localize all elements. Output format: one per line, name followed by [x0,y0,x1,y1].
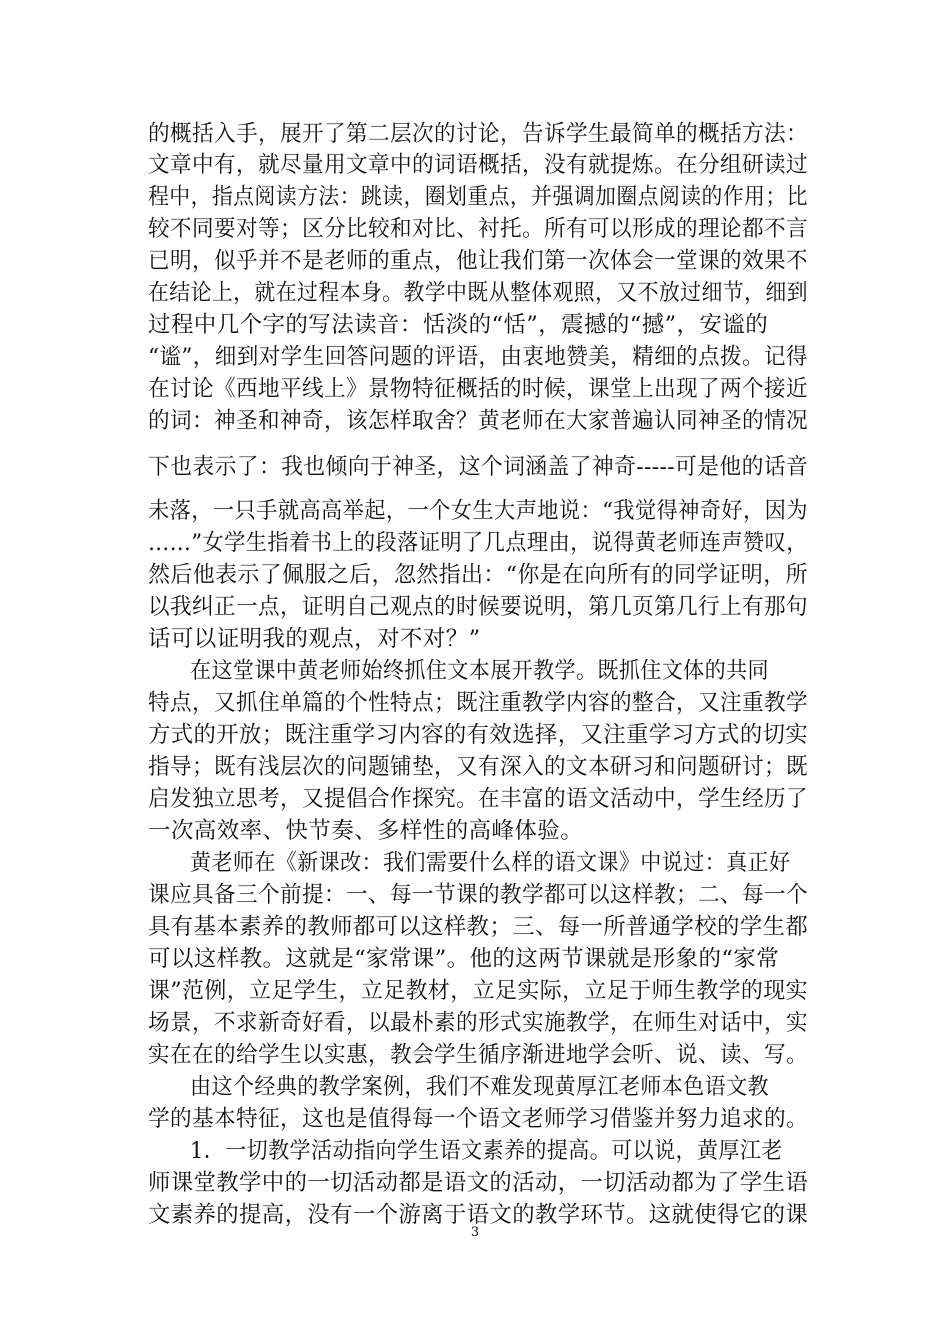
text-line: 未落，一只手就高高举起，一个女生大声地说：“我觉得神奇好，因为 [148,498,808,524]
text-line: 已明，似乎并不是老师的重点，他让我们第一次体会一堂课的效果不 [148,248,809,274]
text-line: 具有基本素养的教师都可以这样教；三、每一所普通学校的学生都 [148,914,809,940]
text-line: 场景，不求新奇好看，以最朴素的形式实施教学，在师生对话中，实 [148,1010,809,1036]
text-line: 下也表示了：我也倾向于神圣，这个词涵盖了神奇-----可是他的话音 [148,454,809,480]
text-line: 实在在的给学生以实惠，教会学生循序渐进地学会听、说、读、写。 [148,1042,809,1068]
text-line: 方式的开放；既注重学习内容的有效选择，又注重学习方式的切实 [148,722,809,748]
text-line: 文章中有，就尽量用文章中的词语概括，没有就提炼。在分组研读过 [148,152,809,178]
text-line: 可以这样教。这就是“家常课”。他的这两节课就是形象的“家常 [148,946,780,972]
text-line: “谧”，细到对学生回答问题的评语，由衷地赞美，精细的点拨。记得 [148,344,808,370]
paragraph-first-line: 黄老师在《新课改：我们需要什么样的语文课》中说过：真正好 [190,850,791,876]
text-line: 话可以证明我的观点，对不对？” [148,626,481,652]
text-line: 学的基本特征，这也是值得每一个语文老师学习借鉴并努力追求的。 [148,1106,809,1132]
paragraph-first-line: 在这堂课中黄老师始终抓住文本展开教学。既抓住文体的共同 [190,658,769,684]
text-line: 指导；既有浅层次的问题铺垫，又有深入的文本研习和问题研讨；既 [148,754,809,780]
text-line: 课应具备三个前提：一、每一节课的教学都可以这样教；二、每一个 [148,882,809,908]
text-line: 启发独立思考，又提倡合作探究。在丰富的语文活动中，学生经历了 [148,786,809,812]
page-number: 3 [470,1225,480,1240]
text-line: 然后他表示了佩服之后，忽然指出：“你是在向所有的同学证明，所 [148,562,809,588]
paragraph-first-line: 1．一切教学活动指向学生语文素养的提高。可以说，黄厚江老 [190,1138,783,1164]
text-line: 在结论上，就在过程本身。教学中既从整体观照，又不放过细节，细到 [148,280,808,306]
text-line: 过程中几个字的写法读音：恬淡的“恬”，震撼的“撼”，安谧的 [148,312,769,338]
text-line: ……”女学生指着书上的段落证明了几点理由，说得黄老师连声赞叹， [148,530,808,556]
text-line: 以我纠正一点，证明自己观点的时候要说明，第几页第几行上有那句 [148,594,809,620]
text-line: 文素养的提高，没有一个游离于语文的教学环节。这就使得它的课 [148,1202,809,1228]
text-line: 师课堂教学中的一切活动都是语文的活动，一切活动都为了学生语 [148,1170,809,1196]
text-line: 课”范例，立足学生，立足教材，立足实际，立足于师生教学的现实 [148,978,809,1004]
text-line: 在讨论《西地平线上》景物特征概括的时候，课堂上出现了两个接近 [148,376,809,402]
text-line: 较不同要对等；区分比较和对比、衬托。所有可以形成的理论都不言 [148,216,809,242]
text-line: 的词：神圣和神奇，该怎样取舍？黄老师在大家普遍认同神圣的情况 [148,408,809,434]
text-line: 的概括入手，展开了第二层次的讨论，告诉学生最简单的概括方法： [148,121,809,147]
text-line: 一次高效率、快节奏、多样性的高峰体验。 [148,818,584,844]
text-line: 程中，指点阅读方法：跳读，圈划重点，并强调加圈点阅读的作用；比 [148,184,808,210]
text-line: 特点，又抓住单篇的个性特点；既注重教学内容的整合，又注重教学 [148,690,809,716]
paragraph-first-line: 由这个经典的教学案例，我们不难发现黄厚江老师本色语文教 [190,1074,769,1100]
